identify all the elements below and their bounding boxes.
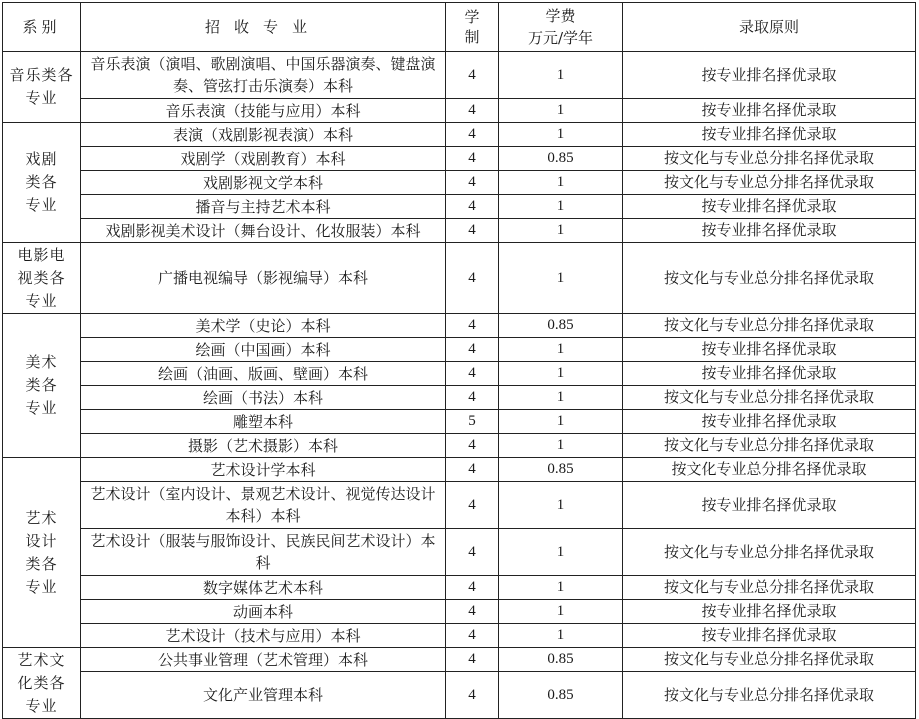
category-line: 专业	[25, 89, 58, 107]
category-line: 专业	[25, 577, 58, 596]
major-cell: 雕塑本科	[81, 410, 446, 434]
table-row	[3, 410, 916, 434]
principle-cell: 按专业排名择优录取	[623, 123, 916, 147]
principle-cell: 按专业排名择优录取	[623, 52, 916, 99]
table-body	[3, 52, 916, 719]
category-line: 类各	[25, 173, 58, 191]
major-cell: 艺术设计（服装与服饰设计、民族民间艺术设计）本科	[81, 529, 446, 576]
fee-cell: 1	[499, 529, 623, 576]
principle-cell: 按文化与专业总分排名择优录取	[623, 648, 916, 672]
fee-cell: 1	[499, 219, 623, 243]
category-line: 音乐类各	[9, 66, 74, 84]
principle-cell: 按专业排名择优录取	[623, 482, 916, 529]
category-line: 专业	[25, 696, 58, 715]
years-cell: 4	[446, 672, 499, 719]
years-cell: 4	[446, 362, 499, 386]
category-cell	[3, 123, 81, 243]
principle-cell: 按文化与专业总分排名择优录取	[623, 314, 916, 338]
years-cell: 4	[446, 482, 499, 529]
category-line: 专业	[25, 196, 58, 214]
fee-cell: 0.85	[499, 648, 623, 672]
fee-cell: 1	[499, 362, 623, 386]
header-years-text: 学制	[464, 8, 480, 46]
header-fee-line1: 学费	[545, 7, 576, 25]
fee-cell: 1	[499, 99, 623, 123]
major-cell: 广播电视编导（影视编导）本科	[81, 243, 446, 314]
years-cell: 4	[446, 648, 499, 672]
years-cell: 4	[446, 123, 499, 147]
category-line: 设计	[25, 531, 58, 550]
table-row	[3, 482, 916, 529]
fee-cell: 1	[499, 123, 623, 147]
table-row	[3, 386, 916, 410]
major-cell: 艺术设计（室内设计、景观艺术设计、视觉传达设计本科）本科	[81, 482, 446, 529]
category-line: 专业	[25, 399, 58, 417]
fee-cell: 1	[499, 482, 623, 529]
major-cell: 摄影（艺术摄影）本科	[81, 434, 446, 458]
admissions-table	[2, 2, 916, 719]
years-cell: 4	[446, 195, 499, 219]
principle-cell: 按文化与专业总分排名择优录取	[623, 386, 916, 410]
principle-cell: 按专业排名择优录取	[623, 338, 916, 362]
principle-cell: 按文化与专业总分排名择优录取	[623, 171, 916, 195]
principle-cell: 按文化与专业总分排名择优录取	[623, 529, 916, 576]
principle-cell: 按专业排名择优录取	[623, 219, 916, 243]
header-fee-line2: 万元/学年	[527, 29, 594, 47]
category-line: 类各	[25, 554, 58, 573]
table-row	[3, 195, 916, 219]
major-cell: 动画本科	[81, 600, 446, 624]
principle-cell: 按专业排名择优录取	[623, 410, 916, 434]
years-cell: 4	[446, 600, 499, 624]
category-cell	[3, 648, 81, 719]
major-cell: 表演（戏剧影视表演）本科	[81, 123, 446, 147]
table-row	[3, 672, 916, 719]
years-cell: 4	[446, 52, 499, 99]
table-row	[3, 243, 916, 314]
table-row	[3, 314, 916, 338]
fee-cell: 1	[499, 171, 623, 195]
fee-cell: 0.85	[499, 314, 623, 338]
major-cell: 绘画（中国画）本科	[81, 338, 446, 362]
principle-cell: 按文化与专业总分排名择优录取	[623, 672, 916, 719]
fee-cell: 1	[499, 243, 623, 314]
header-years	[446, 3, 499, 52]
table-header	[3, 3, 916, 52]
years-cell: 4	[446, 99, 499, 123]
principle-cell: 按文化与专业总分排名择优录取	[623, 434, 916, 458]
years-cell: 4	[446, 576, 499, 600]
principle-cell: 按文化与专业总分排名择优录取	[623, 576, 916, 600]
fee-cell: 0.85	[499, 147, 623, 171]
major-cell: 戏剧影视文学本科	[81, 171, 446, 195]
table-row	[3, 99, 916, 123]
years-cell: 4	[446, 219, 499, 243]
major-cell: 公共事业管理（艺术管理）本科	[81, 648, 446, 672]
major-cell: 播音与主持艺术本科	[81, 195, 446, 219]
principle-cell: 按专业排名择优录取	[623, 600, 916, 624]
major-cell: 艺术设计（技术与应用）本科	[81, 624, 446, 648]
years-cell: 4	[446, 243, 499, 314]
header-major-text: 招收专业	[204, 18, 321, 36]
table-row	[3, 434, 916, 458]
header-major	[81, 3, 446, 52]
table-row	[3, 123, 916, 147]
principle-cell: 按文化专业总分排名择优录取	[623, 458, 916, 482]
table-row	[3, 624, 916, 648]
category-line: 视类各	[17, 268, 66, 287]
fee-cell: 1	[499, 576, 623, 600]
header-category: 系别	[3, 3, 81, 52]
major-cell: 美术学（史论）本科	[81, 314, 446, 338]
principle-cell: 按文化与专业总分排名择优录取	[623, 243, 916, 314]
years-cell: 4	[446, 529, 499, 576]
fee-cell: 1	[499, 600, 623, 624]
major-cell: 绘画（油画、版画、壁画）本科	[81, 362, 446, 386]
major-cell: 艺术设计学本科	[81, 458, 446, 482]
major-cell: 音乐表演（演唱、歌剧演唱、中国乐器演奏、键盘演奏、管弦打击乐演奏）本科	[81, 52, 446, 99]
principle-cell: 按专业排名择优录取	[623, 624, 916, 648]
table-row	[3, 147, 916, 171]
fee-cell: 0.85	[499, 672, 623, 719]
table-row	[3, 219, 916, 243]
table-row	[3, 648, 916, 672]
category-line: 戏剧	[25, 150, 58, 168]
table-row	[3, 338, 916, 362]
fee-cell: 0.85	[499, 458, 623, 482]
years-cell: 4	[446, 314, 499, 338]
fee-cell: 1	[499, 52, 623, 99]
fee-cell: 1	[499, 434, 623, 458]
category-cell	[3, 314, 81, 458]
principle-cell: 按专业排名择优录取	[623, 99, 916, 123]
category-line: 美术	[25, 353, 58, 371]
fee-cell: 1	[499, 386, 623, 410]
category-line: 艺术文	[17, 650, 66, 669]
table-row	[3, 458, 916, 482]
major-cell: 戏剧学（戏剧教育）本科	[81, 147, 446, 171]
category-cell	[3, 458, 81, 648]
principle-cell: 按文化与专业总分排名择优录取	[623, 147, 916, 171]
table-row	[3, 171, 916, 195]
years-cell: 4	[446, 624, 499, 648]
category-line: 类各	[25, 376, 58, 394]
fee-cell: 1	[499, 410, 623, 434]
years-cell: 4	[446, 338, 499, 362]
principle-cell: 按专业排名择优录取	[623, 195, 916, 219]
header-fee	[499, 3, 623, 52]
category-line: 电影电	[17, 245, 66, 264]
major-cell: 数字媒体艺术本科	[81, 576, 446, 600]
table-row	[3, 600, 916, 624]
category-line: 艺术	[25, 508, 58, 527]
years-cell: 4	[446, 147, 499, 171]
fee-cell: 1	[499, 624, 623, 648]
table-row	[3, 576, 916, 600]
fee-cell: 1	[499, 195, 623, 219]
category-line: 专业	[25, 291, 58, 310]
major-cell: 文化产业管理本科	[81, 672, 446, 719]
principle-cell: 按专业排名择优录取	[623, 362, 916, 386]
years-cell: 4	[446, 386, 499, 410]
major-cell: 戏剧影视美术设计（舞台设计、化妆服装）本科	[81, 219, 446, 243]
years-cell: 4	[446, 458, 499, 482]
fee-cell: 1	[499, 338, 623, 362]
years-cell: 4	[446, 434, 499, 458]
category-cell	[3, 52, 81, 123]
table-row	[3, 362, 916, 386]
category-line: 化类各	[17, 673, 66, 692]
table-row	[3, 52, 916, 99]
major-cell: 音乐表演（技能与应用）本科	[81, 99, 446, 123]
table-row	[3, 529, 916, 576]
major-cell: 绘画（书法）本科	[81, 386, 446, 410]
years-cell: 5	[446, 410, 499, 434]
category-cell	[3, 243, 81, 314]
header-principle: 录取原则	[623, 3, 916, 52]
years-cell: 4	[446, 171, 499, 195]
header-row	[3, 3, 916, 52]
